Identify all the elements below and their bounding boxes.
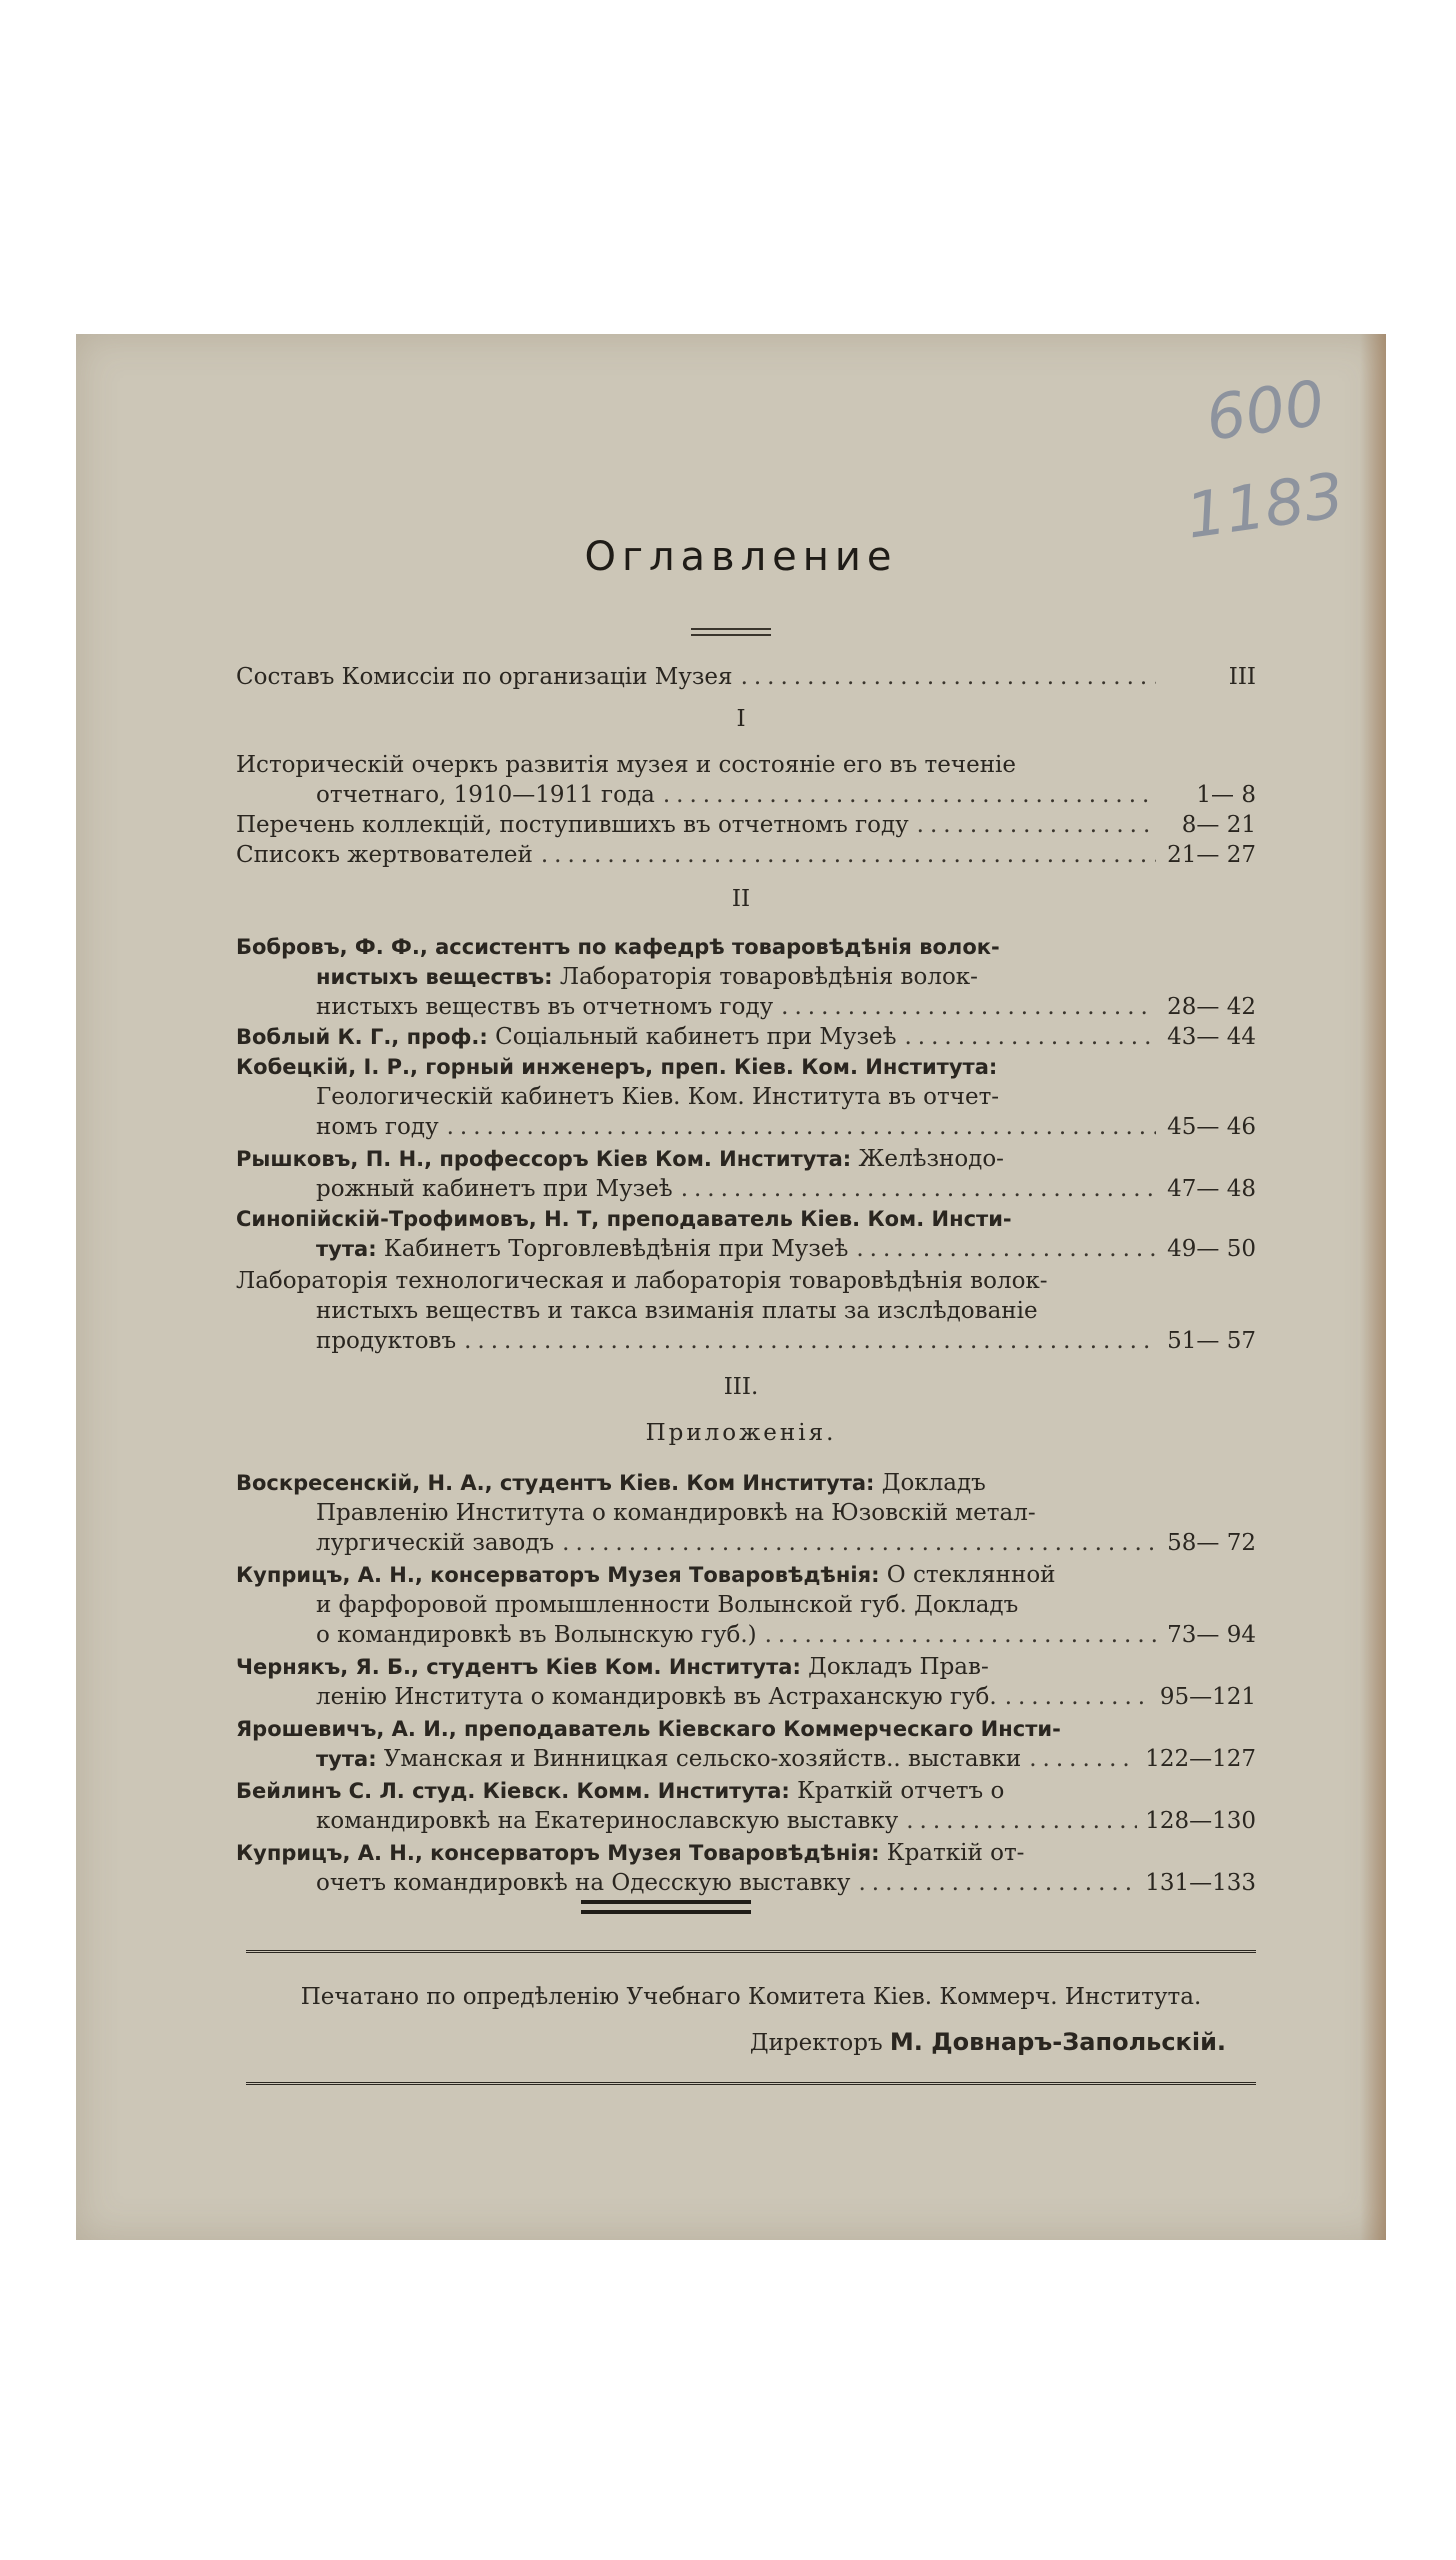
section-subtitle: Приложенія.: [645, 1420, 837, 1446]
toc-entry-cont: о командировкѣ въ Волынскую губ.) ..... 73— 94: [236, 1622, 1256, 1652]
toc-entry-cont: тута: Кабинетъ Торговлевѣдѣнія при Музеѣ ..... 49— 50: [236, 1236, 1256, 1266]
toc-entry-cont: отчетнаго, 1910—1911 года ..... 1— 8: [236, 782, 1256, 812]
toc-entry-cont: продуктовъ ..... 51— 57: [236, 1328, 1256, 1358]
toc-entry: Перечень коллекцій, поступившихъ въ отчетномъ году ..... 8— 21: [236, 812, 1256, 842]
page-edge-shadow: [1360, 334, 1386, 2240]
toc-entry-cont: тута: Уманская и Винницкая сельско-хозяйств.. выставки ..... 122—127: [236, 1746, 1256, 1776]
toc-entry-cont: ленію Института о командировкѣ въ Астраханскую губ. ..... 95—121: [236, 1684, 1256, 1714]
director-line: [246, 2028, 1226, 2056]
toc-entry-cont: командировкѣ на Екатеринославскую выставку ..... 128—130: [236, 1808, 1256, 1838]
director-label: Директоръ: [749, 2030, 890, 2056]
director-name: М. Довнаръ-Запольскій.: [889, 2028, 1226, 2056]
toc-entry: Кобецкій, І. Р., горный инженеръ, преп. Кіев. Ком. Института:: [236, 1055, 998, 1079]
toc-entry-cont: и фарфоровой промышленности Волынской губ. Докладъ: [316, 1592, 1019, 1618]
toc-entry: Составъ Комиссіи по организаціи Музея ..... III: [236, 664, 1256, 694]
toc-entry: Чернякъ, Я. Б., студентъ Кіев Ком. Института: Докладъ Прав-: [236, 1654, 989, 1680]
section-heading-3: III.: [723, 1374, 759, 1400]
toc-entry: Бобровъ, Ф. Ф., ассистентъ по кафедрѣ товаровѣдѣнія волок-: [236, 935, 1000, 959]
footer-bottom-rule: [246, 2082, 1256, 2089]
toc-entry: Куприцъ, А. Н., консерваторъ Музея Товаровѣдѣнія: Краткій от-: [236, 1840, 1025, 1866]
toc-entry-cont: Правленію Института о командировкѣ на Юзовскій метал-: [316, 1500, 1036, 1526]
title-rule: [691, 628, 771, 630]
section-heading-2: II: [731, 886, 751, 912]
end-double-rule: [581, 1900, 751, 1914]
toc-entry: Куприцъ, А. Н., консерваторъ Музея Товаровѣдѣнія: О стеклянной: [236, 1562, 1056, 1588]
section-heading-1: I: [736, 706, 746, 732]
toc-entry: Лабораторія технологическая и лабораторія товаровѣдѣнія волок-: [236, 1268, 1048, 1294]
toc-entry: Синопійскій-Трофимовъ, Н. Т, преподаватель Кіев. Ком. Инсти-: [236, 1207, 1012, 1231]
footer-top-rule: [246, 1950, 1256, 1957]
toc-entry-cont: номъ году ..... 45— 46: [236, 1114, 1256, 1144]
imprint-line: Печатано по опредѣленію Учебнаго Комитета Кіев. Коммерч. Института.: [300, 1984, 1202, 2010]
toc-entry: Бейлинъ С. Л. студ. Кіевск. Комм. Института: Краткій отчетъ о: [236, 1778, 1005, 1804]
toc-entry: Воблый К. Г., проф.: Соціальный кабинетъ при Музеѣ ..... 43— 44: [236, 1024, 1256, 1054]
toc-entry: Рышковъ, П. Н., профессоръ Кіев Ком. Института: Желѣзнодо-: [236, 1146, 1004, 1172]
toc-entry: Историческій очеркъ развитія музея и состояніе его въ теченіе: [236, 752, 1017, 778]
toc-entry: Ярошевичъ, А. И., преподаватель Кіевскаго Коммерческаго Инсти-: [236, 1717, 1061, 1741]
toc-entry: Списокъ жертвователей ..... 21— 27: [236, 842, 1256, 872]
toc-entry: Воскресенскій, Н. А., студентъ Кіев. Ком Института: Докладъ: [236, 1470, 986, 1496]
toc-entry-cont: лургическій заводъ ..... 58— 72: [236, 1530, 1256, 1560]
toc-entry-cont: нистыхъ веществъ въ отчетномъ году ..... 28— 42: [236, 994, 1256, 1024]
toc-entry-cont: очетъ командировкѣ на Одесскую выставку ..... 131—133: [236, 1870, 1256, 1900]
toc-entry-cont: Геологическій кабинетъ Кіев. Ком. Института въ отчет-: [316, 1084, 1000, 1110]
page-title: Оглавление: [584, 534, 898, 580]
handwritten-number-top: 600: [1201, 366, 1329, 455]
toc-entry-cont: нистыхъ веществъ: Лабораторія товаровѣдѣнія волок-: [316, 964, 978, 990]
toc-entry-cont: нистыхъ веществъ и такса взиманія платы за изслѣдованіе: [316, 1298, 1038, 1324]
book-page: [76, 334, 1386, 2240]
toc-entry-cont: рожный кабинетъ при Музеѣ ..... 47— 48: [236, 1176, 1256, 1206]
handwritten-number-bottom: 1183: [1181, 458, 1349, 553]
title-rule-2: [691, 634, 771, 636]
